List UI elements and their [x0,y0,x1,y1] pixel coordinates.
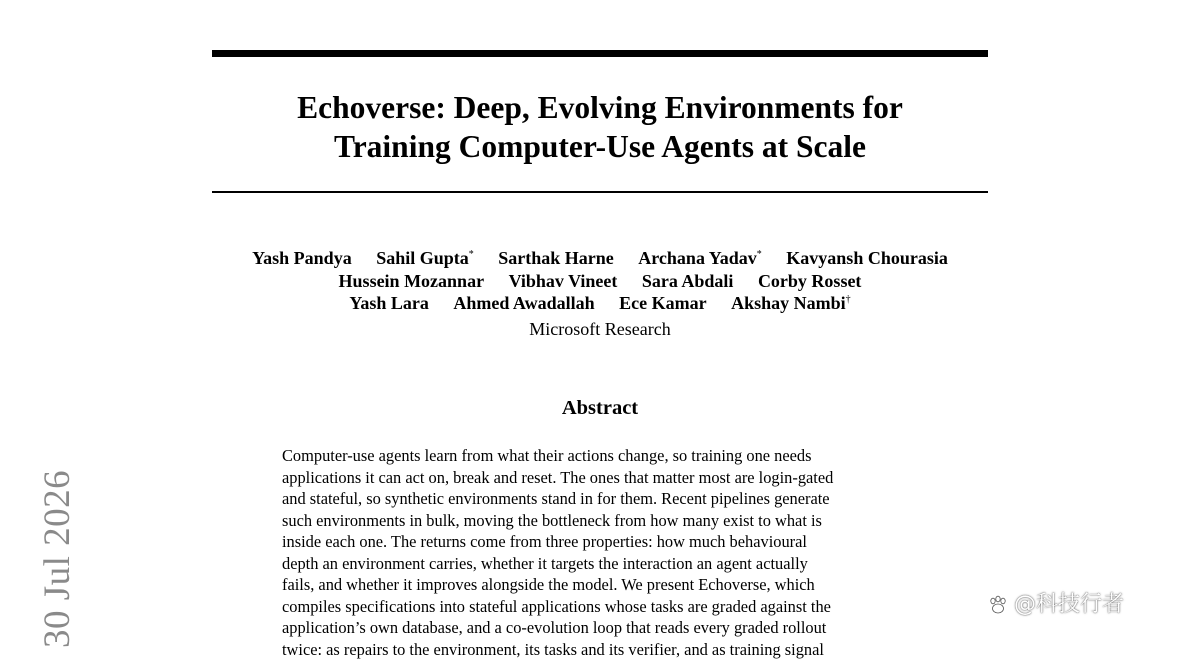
abstract-line: and stateful, so synthetic environments stand in for them. Recent pipelines generate [282,488,922,510]
title-line: Echoverse: Deep, Evolving Environments for [212,88,988,127]
abstract-line: inside each one. The returns come from three properties: how much behavioural [282,531,922,553]
abstract-body [282,445,922,660]
author: Corby Rosset [758,270,862,293]
author-list [150,247,1050,315]
top-rule [212,50,988,57]
abstract-line: applications it can act on, break and reset. The ones that matter most are login-gated [282,467,922,489]
abstract-line: depth an environment carries, whether it targets the interaction an agent actually [282,553,922,575]
author: Yash Pandya [252,247,352,270]
watermark [986,588,1124,622]
abstract-line: such environments in bulk, moving the bottleneck from how many exist to what is [282,510,922,532]
affiliation: Microsoft Research [150,318,1050,340]
author: Sara Abdali [642,270,734,293]
abstract-heading: Abstract [282,396,918,420]
author: Ece Kamar [619,292,706,315]
author-row [150,247,1050,270]
title-bottom-rule [212,191,988,193]
author: Vibhav Vineet [509,270,618,293]
author: Ahmed Awadallah [453,292,594,315]
watermark-text: @科技行者 [1014,588,1124,622]
author: Archana Yadav* [638,247,762,270]
author: Sarthak Harne [498,247,614,270]
author-row [150,292,1050,315]
author: Akshay Nambi† [731,292,851,315]
abstract-line: application’s own database, and a co-evolution loop that reads every graded rollout [282,617,922,639]
abstract-line: twice: as repairs to the environment, its tasks and its verifier, and as training signal [282,639,922,660]
abstract-line: compiles specifications into stateful applications whose tasks are graded against the [282,596,922,618]
author: Hussein Mozannar [339,270,485,293]
author-row [150,270,1050,293]
abstract-line: Computer-use agents learn from what their actions change, so training one needs [282,445,922,467]
arxiv-side-stamp: 30 Jul 2026 [38,470,78,648]
abstract-line: fails, and whether it improves alongside the model. We present Echoverse, which [282,574,922,596]
title-line: Training Computer-Use Agents at Scale [212,127,988,166]
paw-icon [986,593,1010,617]
paper-title [212,88,988,166]
author: Sahil Gupta* [376,247,474,270]
author: Kavyansh Chourasia [786,247,948,270]
author: Yash Lara [349,292,429,315]
